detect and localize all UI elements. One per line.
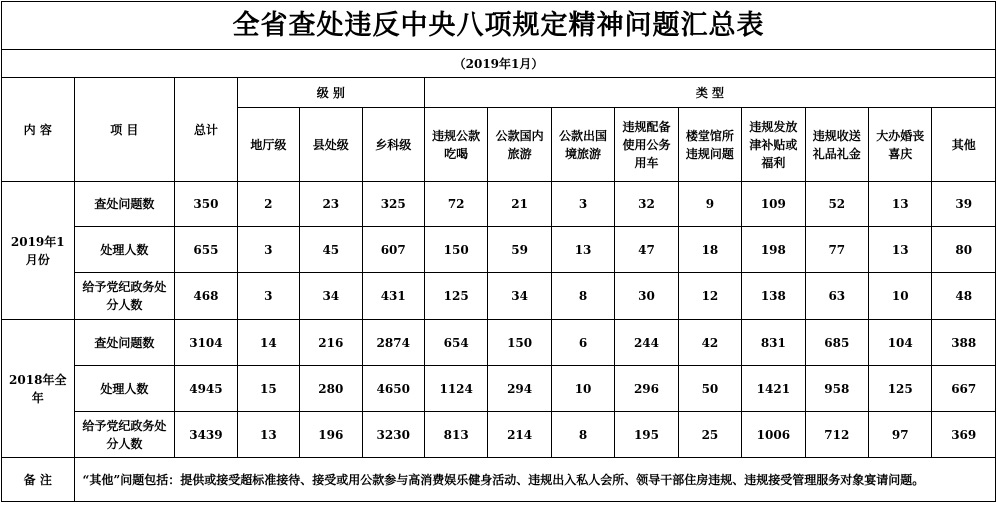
cell-value: 125 xyxy=(869,366,932,412)
row-item: 给予党纪政务处分人数 xyxy=(74,412,175,458)
cell-value: 6 xyxy=(551,320,614,366)
cell-value: 294 xyxy=(488,366,551,412)
cell-value: 388 xyxy=(932,320,996,366)
row-item: 给予党纪政务处分人数 xyxy=(74,273,175,320)
section-label: 2019年1月份 xyxy=(2,182,75,320)
cell-value: 3 xyxy=(551,182,614,227)
cell-value: 667 xyxy=(932,366,996,412)
header-level: 县处级 xyxy=(300,108,362,182)
row-item: 查处问题数 xyxy=(74,320,175,366)
table-row xyxy=(2,182,996,227)
cell-value: 18 xyxy=(678,227,741,273)
cell-value: 21 xyxy=(488,182,551,227)
cell-value: 654 xyxy=(424,320,487,366)
cell-value: 244 xyxy=(615,320,678,366)
header-type: 楼堂馆所违规问题 xyxy=(678,108,741,182)
cell-value: 195 xyxy=(615,412,678,458)
cell-value: 25 xyxy=(678,412,741,458)
cell-value: 13 xyxy=(551,227,614,273)
header-level-group: 级 别 xyxy=(237,78,424,108)
cell-value: 9 xyxy=(678,182,741,227)
cell-value: 3439 xyxy=(175,412,237,458)
cell-value: 125 xyxy=(424,273,487,320)
cell-value: 150 xyxy=(424,227,487,273)
sheet-subtitle: （2019年1月） xyxy=(1,49,996,77)
cell-value: 4650 xyxy=(362,366,424,412)
summary-table xyxy=(1,77,996,502)
cell-value: 50 xyxy=(678,366,741,412)
row-item: 处理人数 xyxy=(74,366,175,412)
cell-value: 10 xyxy=(551,366,614,412)
section-label: 2018年全年 xyxy=(2,320,75,458)
cell-value: 1421 xyxy=(742,366,805,412)
cell-value: 198 xyxy=(742,227,805,273)
header-level: 地厅级 xyxy=(237,108,299,182)
cell-value: 150 xyxy=(488,320,551,366)
cell-value: 59 xyxy=(488,227,551,273)
cell-value: 4945 xyxy=(175,366,237,412)
cell-value: 10 xyxy=(869,273,932,320)
header-type: 违规配备使用公务用车 xyxy=(615,108,678,182)
cell-value: 72 xyxy=(424,182,487,227)
cell-value: 97 xyxy=(869,412,932,458)
cell-value: 196 xyxy=(300,412,362,458)
header-total: 总计 xyxy=(175,78,237,182)
cell-value: 350 xyxy=(175,182,237,227)
cell-value: 3104 xyxy=(175,320,237,366)
cell-value: 109 xyxy=(742,182,805,227)
cell-value: 52 xyxy=(805,182,868,227)
cell-value: 80 xyxy=(932,227,996,273)
cell-value: 2 xyxy=(237,182,299,227)
cell-value: 13 xyxy=(869,182,932,227)
row-item: 查处问题数 xyxy=(74,182,175,227)
header-level: 乡科级 xyxy=(362,108,424,182)
cell-value: 2874 xyxy=(362,320,424,366)
note-label: 备 注 xyxy=(2,458,75,502)
table-row xyxy=(2,366,996,412)
cell-value: 8 xyxy=(551,412,614,458)
header-type: 公款出国境旅游 xyxy=(551,108,614,182)
row-item: 处理人数 xyxy=(74,227,175,273)
cell-value: 14 xyxy=(237,320,299,366)
cell-value: 831 xyxy=(742,320,805,366)
cell-value: 15 xyxy=(237,366,299,412)
cell-value: 1006 xyxy=(742,412,805,458)
cell-value: 431 xyxy=(362,273,424,320)
cell-value: 104 xyxy=(869,320,932,366)
cell-value: 813 xyxy=(424,412,487,458)
cell-value: 3230 xyxy=(362,412,424,458)
cell-value: 34 xyxy=(488,273,551,320)
cell-value: 369 xyxy=(932,412,996,458)
cell-value: 216 xyxy=(300,320,362,366)
header-item: 项 目 xyxy=(74,78,175,182)
header-type: 大办婚丧喜庆 xyxy=(869,108,932,182)
cell-value: 3 xyxy=(237,227,299,273)
cell-value: 607 xyxy=(362,227,424,273)
cell-value: 280 xyxy=(300,366,362,412)
cell-value: 39 xyxy=(932,182,996,227)
cell-value: 958 xyxy=(805,366,868,412)
header-type: 违规收送礼品礼金 xyxy=(805,108,868,182)
cell-value: 42 xyxy=(678,320,741,366)
cell-value: 325 xyxy=(362,182,424,227)
cell-value: 685 xyxy=(805,320,868,366)
header-type: 公款国内旅游 xyxy=(488,108,551,182)
cell-value: 77 xyxy=(805,227,868,273)
cell-value: 655 xyxy=(175,227,237,273)
table-row xyxy=(2,320,996,366)
header-type: 违规公款吃喝 xyxy=(424,108,487,182)
cell-value: 138 xyxy=(742,273,805,320)
cell-value: 3 xyxy=(237,273,299,320)
cell-value: 8 xyxy=(551,273,614,320)
cell-value: 296 xyxy=(615,366,678,412)
summary-sheet xyxy=(1,1,996,515)
cell-value: 34 xyxy=(300,273,362,320)
cell-value: 712 xyxy=(805,412,868,458)
cell-value: 32 xyxy=(615,182,678,227)
cell-value: 63 xyxy=(805,273,868,320)
note-text: “其他”问题包括：提供或接受超标准接待、接受或用公款参与高消费娱乐健身活动、违规出入私人会所、领导干部住房违规、违规接受管理服务对象宴请问题。 xyxy=(74,458,996,502)
cell-value: 214 xyxy=(488,412,551,458)
table-row xyxy=(2,227,996,273)
cell-value: 47 xyxy=(615,227,678,273)
sheet-title: 全省查处违反中央八项规定精神问题汇总表 xyxy=(1,1,996,49)
note-row xyxy=(2,458,996,502)
header-type: 其他 xyxy=(932,108,996,182)
table-row xyxy=(2,412,996,458)
cell-value: 13 xyxy=(237,412,299,458)
header-content: 内 容 xyxy=(2,78,75,182)
cell-value: 1124 xyxy=(424,366,487,412)
cell-value: 12 xyxy=(678,273,741,320)
cell-value: 23 xyxy=(300,182,362,227)
cell-value: 30 xyxy=(615,273,678,320)
header-type-group: 类 型 xyxy=(424,78,995,108)
cell-value: 45 xyxy=(300,227,362,273)
table-row xyxy=(2,273,996,320)
header-type: 违规发放津补贴或福利 xyxy=(742,108,805,182)
cell-value: 468 xyxy=(175,273,237,320)
cell-value: 48 xyxy=(932,273,996,320)
cell-value: 13 xyxy=(869,227,932,273)
